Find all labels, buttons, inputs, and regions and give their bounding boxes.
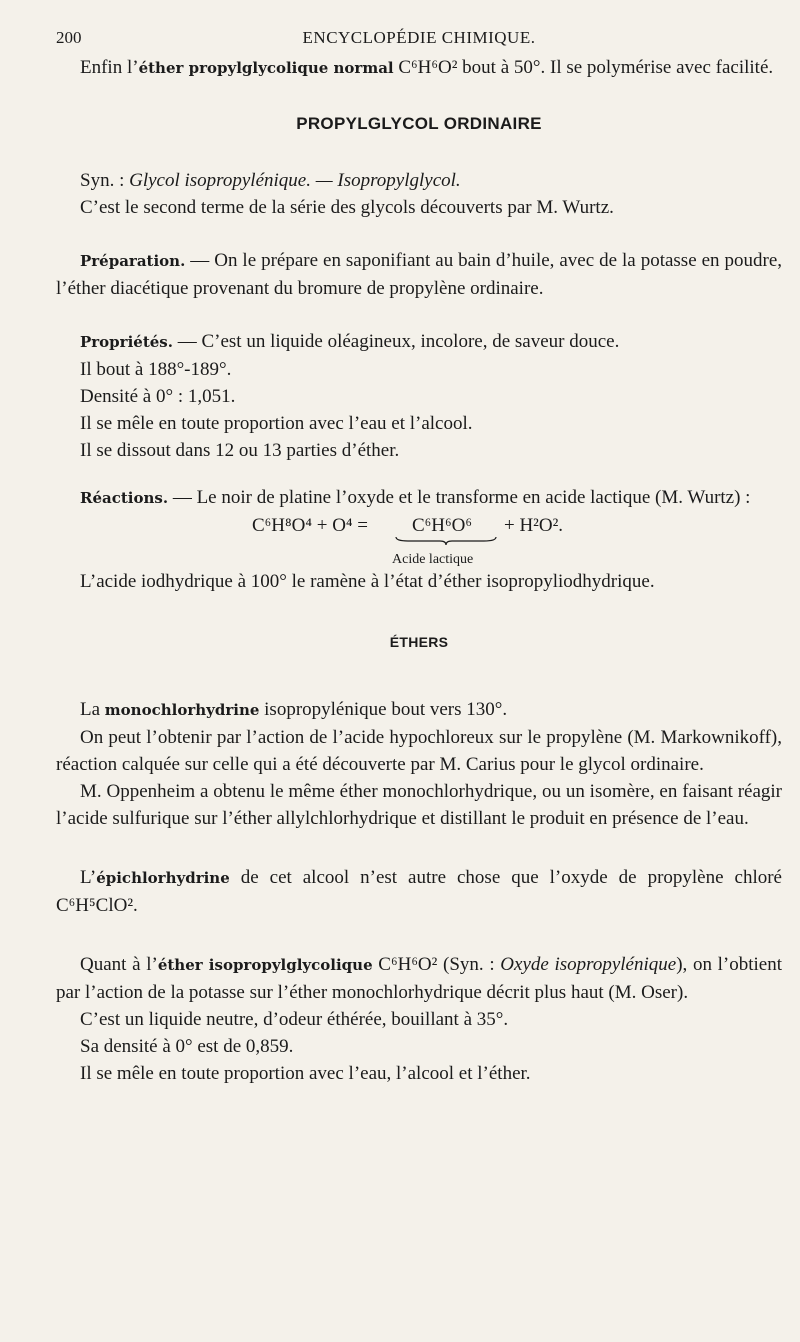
proprietes-line: Densité à 0° : 1,051. (80, 386, 236, 407)
synonyms: Syn. : Glycol isopropylénique. — Isopropylglycol. (80, 170, 461, 191)
equation-left: C⁶H⁸O⁴ + O⁴ = (252, 515, 369, 536)
iodhydrique-line: L’acide iodhydrique à 100° le ramène à l’état d’éther isopropyliodhydrique. (80, 571, 655, 592)
proprietes-heading: Propriétés. (80, 333, 173, 351)
equation-right: + H²O². (504, 515, 564, 536)
proprietes-line: Il se dissout dans 12 ou 13 parties d’éther. (80, 440, 400, 461)
proprietes-line: Il se mêle en toute proportion avec l’eau et l’alcool. (80, 413, 473, 434)
mono-term: monochlorhydrine (104, 701, 260, 719)
iso-line: C’est un liquide neutre, d’odeur éthérée, bouillant à 35°. (80, 1009, 509, 1030)
running-title: ENCYCLOPÉDIE CHIMIQUE. (302, 28, 536, 47)
mono-paragraph-3: M. Oppenheim a obtenu le même éther monochlorhydrique, ou un isomère, en faisant réagir l’acide sulfurique sur l’éther allylchlorhydrique et distillant le produit en présence de l’eau. (56, 781, 782, 829)
page-header (56, 24, 782, 54)
iso-line: Sa densité à 0° est de 0,859. (80, 1036, 294, 1057)
iso-paragraph: Quant à l’éther isopropylglycolique C⁶H⁶O² (Syn. : Oxyde isopropylénique), on l’obtient par l’action de la potasse sur l’éther monochlorhydrique décrit plus haut (M. Oser). (56, 954, 783, 1003)
page-number: 200 (56, 28, 82, 47)
epi-term: épichlorhydrine (96, 869, 230, 887)
wurtz-line: C’est le second terme de la série des glycols découverts par M. Wurtz. (80, 197, 614, 218)
equation-label: Acide lactique (392, 552, 474, 567)
preparation-paragraph: Préparation. — On le prépare en saponifiant au bain d’huile, avec de la potasse en poudre, l’éther diacétique provenant du bromure de propylène ordinaire. (56, 250, 782, 299)
reactions-paragraph: Réactions. — Le noir de platine l’oxyde et le transforme en acide lactique (M. Wurtz) : (80, 487, 751, 508)
intro-paragraph: Enfin l’éther propylglycolique normal C⁶H⁶O² bout à 50°. Il se polymérise avec facilité. (80, 57, 774, 78)
preparation-heading: Préparation. (80, 252, 186, 270)
iso-line: Il se mêle en toute proportion avec l’eau, l’alcool et l’éther. (80, 1063, 531, 1084)
proprietes-paragraph: Propriétés. — C’est un liquide oléagineux, incolore, de saveur douce. (80, 331, 620, 352)
iso-term: éther isopropylglycolique (157, 956, 373, 974)
proprietes-line: Il bout à 188°-189°. (80, 359, 232, 380)
underbrace-icon (394, 536, 498, 546)
reactions-heading: Réactions. (80, 489, 169, 507)
mono-paragraph-2: On peut l’obtenir par l’action de l’acide hypochloreux sur le propylène (M. Markownikoff), réaction calquée sur celle qui a été découverte par M. Carius pour le glycol ordinaire. (56, 727, 782, 775)
section-title: PROPYLGLYCOL ORDINAIRE (296, 114, 542, 133)
epi-paragraph: L’épichlorhydrine de cet alcool n’est autre chose que l’oxyde de propylène chloré C⁶H⁵ClO². (56, 867, 782, 916)
equation-product: C⁶H⁶O⁶ (412, 515, 472, 536)
document-page (56, 24, 782, 1087)
ethers-title: ÉTHERS (389, 634, 449, 650)
mono-paragraph: La monochlorhydrine isopropylénique bout vers 130°. (80, 699, 508, 720)
intro-term: éther propylglycolique normal (138, 59, 394, 77)
chemical-equation (56, 512, 782, 568)
